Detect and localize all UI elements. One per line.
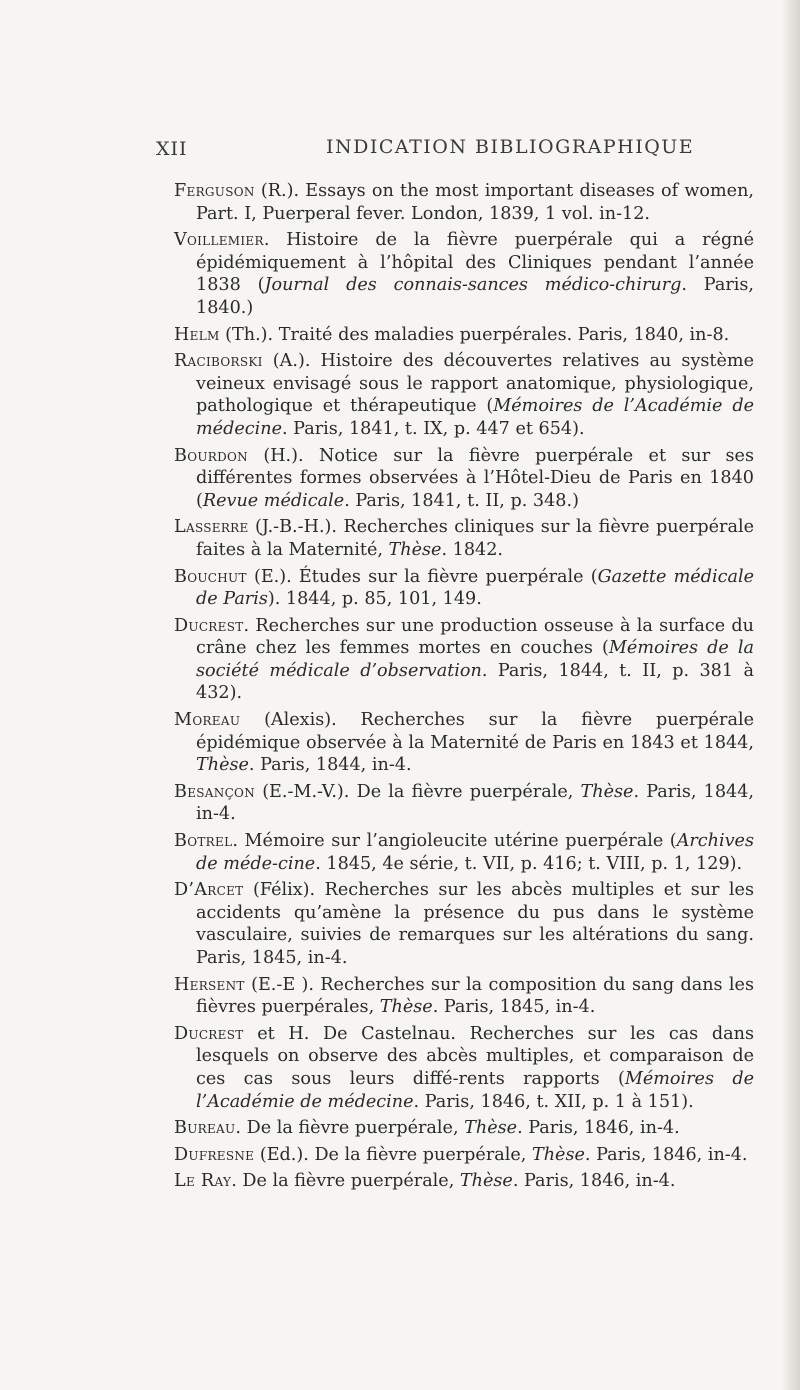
- entry-text: . Paris, 1844, t. II, p. 381 à 432).: [196, 660, 754, 704]
- entry-text: (Félix). Recherches sur les abcès multiples et sur les accidents qu’amène la présence du pus dans le système vasculaire, suivies de remarques sur les altérations du sang. Paris, 1845, in-4.: [196, 880, 754, 968]
- entry-text: (E.). Études sur la fièvre puerpérale (: [246, 566, 598, 587]
- entry-author: Ducrest: [174, 1023, 244, 1044]
- entry-author: Voillemier: [174, 230, 264, 251]
- entry-author: Bourdon: [174, 445, 248, 466]
- bibliography-entry: [174, 566, 754, 611]
- entry-author: Moreau: [174, 710, 241, 731]
- entry-text: . Paris, 1841, t. IX, p. 447 et 654).: [282, 418, 585, 439]
- entry-author: Hersent: [174, 974, 245, 995]
- entry-text: . 1842.: [441, 539, 504, 560]
- entry-text: . Paris, 1844, in-4.: [248, 755, 412, 776]
- entry-text: . Paris, 1846, t. XII, p. 1 à 151).: [413, 1091, 694, 1112]
- bibliography-entry: [174, 1117, 754, 1140]
- entry-author: Besançon: [174, 781, 255, 802]
- entry-text: . Paris, 1846, in-4.: [512, 1171, 676, 1192]
- bibliography-entry: [174, 879, 754, 969]
- entry-text: ). 1844, p. 85, 101, 149.: [267, 589, 482, 610]
- entry-text: . Paris, 1846, in-4.: [517, 1118, 680, 1139]
- entry-text: (Ed.). De la fièvre puerpérale,: [254, 1144, 532, 1165]
- bibliography-entry: [174, 1023, 754, 1113]
- entry-title-italic: Mémoires de l’Académie de médecine: [196, 396, 754, 439]
- entry-author: Botrel: [174, 831, 233, 852]
- entry-title-italic: Mémoires de l’Académie de médecine: [196, 1068, 754, 1112]
- entry-author: Bouchut: [174, 566, 247, 587]
- entry-text: (A.). Histoire des découvertes relatives au système veineux envisagé sous le rapport anatomique, physiologique, pathologique et thérapeutique (: [196, 351, 754, 417]
- entry-text: . Histoire de la fièvre puerpérale qui a régné épidémiquement à l’hôpital des Cliniques pendant l’année 1838 (: [196, 230, 754, 296]
- entry-text: . 1845, 4e série, t. VII, p. 416; t. VIII, p. 1, 129).: [315, 853, 743, 874]
- bibliography-entry: [174, 1144, 754, 1167]
- page-edge-shadow: [782, 0, 800, 1390]
- page-title: INDICATION BIBLIOGRAPHIQUE: [326, 136, 695, 158]
- entry-text: . Paris, 1846, in-4.: [584, 1144, 748, 1165]
- entry-title-italic: Mémoires de la société médicale d’observation: [196, 638, 755, 681]
- page-number: XII: [156, 138, 188, 160]
- entry-text: (Alexis). Recherches sur la fièvre puerpérale épidémique observée à la Maternité de Paris en 1843 et 1844,: [196, 710, 754, 753]
- bibliography-entry: [174, 1170, 754, 1193]
- entry-text: (R.). Essays on the most important diseases of women, Part. I, Puerperal fever. London, 1839, 1 vol. in-12.: [196, 181, 754, 224]
- entry-author: Raciborski: [174, 351, 263, 372]
- bibliography-entry: [174, 516, 754, 561]
- entry-author: Le Ray: [174, 1171, 232, 1192]
- entry-text: (Th.). Traité des maladies puerpérales. Paris, 1840, in-8.: [219, 324, 730, 345]
- entry-author: Lasserre: [174, 517, 249, 538]
- entry-text: (E.-M.-V.). De la fièvre puerpérale,: [255, 781, 581, 802]
- entry-text: . De la fièvre puerpérale,: [235, 1118, 465, 1139]
- entry-text: . Mémoire sur l’angioleucite utérine puerpérale (: [232, 831, 677, 852]
- entry-text: (J.-B.-H.). Recherches cliniques sur la fièvre puerpérale faites à la Maternité,: [196, 517, 754, 560]
- entry-author: Helm: [174, 324, 220, 345]
- entry-title-italic: Thèse: [196, 755, 249, 776]
- entry-author: Bureau: [174, 1118, 236, 1139]
- bibliography-entry: [174, 350, 754, 440]
- entry-text: . Paris, 1840.): [196, 275, 754, 318]
- entry-text: . Recherches sur une production osseuse à la surface du crâne chez les femmes mortes en couches (: [196, 615, 754, 659]
- entry-title-italic: Gazette médicale de Paris: [196, 566, 754, 610]
- entry-text: et H. De Castelnau. Recherches sur les cas dans lesquels on observe des abcès multiples, et comparaison de ces cas sous leurs diffé-rents rapports (: [196, 1023, 754, 1089]
- entry-title-italic: Journal des connais-sances médico-chirurg: [264, 275, 682, 296]
- entry-text: . Paris, 1845, in-4.: [432, 997, 596, 1018]
- entry-title-italic: Thèse: [531, 1144, 585, 1165]
- bibliography-entry: [174, 615, 754, 705]
- bibliography-entry: [174, 709, 754, 777]
- entry-title-italic: Thèse: [388, 539, 442, 560]
- bibliography-entry: [174, 324, 754, 347]
- bibliography-entry: [174, 781, 754, 826]
- entry-title-italic: Thèse: [379, 997, 433, 1018]
- bibliography-entry: [174, 445, 754, 513]
- bibliography-entry: [174, 830, 754, 875]
- bibliography-entry: [174, 180, 754, 225]
- running-head: [156, 134, 756, 164]
- entry-text: . Paris, 1844, in-4.: [196, 781, 754, 825]
- entry-title-italic: Revue médicale: [202, 490, 345, 511]
- entry-author: Ducrest: [174, 615, 244, 636]
- entry-text: . De la fièvre puerpérale,: [231, 1171, 460, 1192]
- entry-text: . Paris, 1841, t. II, p. 348.): [344, 490, 579, 511]
- bibliography-entry: [174, 974, 754, 1019]
- bibliography-list: [174, 180, 754, 1197]
- entry-author: Ferguson: [174, 181, 255, 201]
- entry-text: (E.-E ). Recherches sur la composition du sang dans les fièvres puerpérales,: [196, 974, 754, 1018]
- entry-title-italic: Thèse: [464, 1118, 518, 1139]
- entry-title-italic: Thèse: [459, 1171, 513, 1192]
- entry-author: D’Arcet: [174, 880, 244, 901]
- entry-title-italic: Thèse: [580, 781, 634, 802]
- entry-title-italic: Archives de méde-cine: [196, 831, 754, 874]
- entry-author: Dufresne: [174, 1144, 255, 1165]
- bibliography-entry: [174, 229, 754, 319]
- entry-text: (H.). Notice sur la fièvre puerpérale et sur ses différentes formes observées à l’Hôtel-Dieu de Paris en 1840 (: [196, 445, 754, 511]
